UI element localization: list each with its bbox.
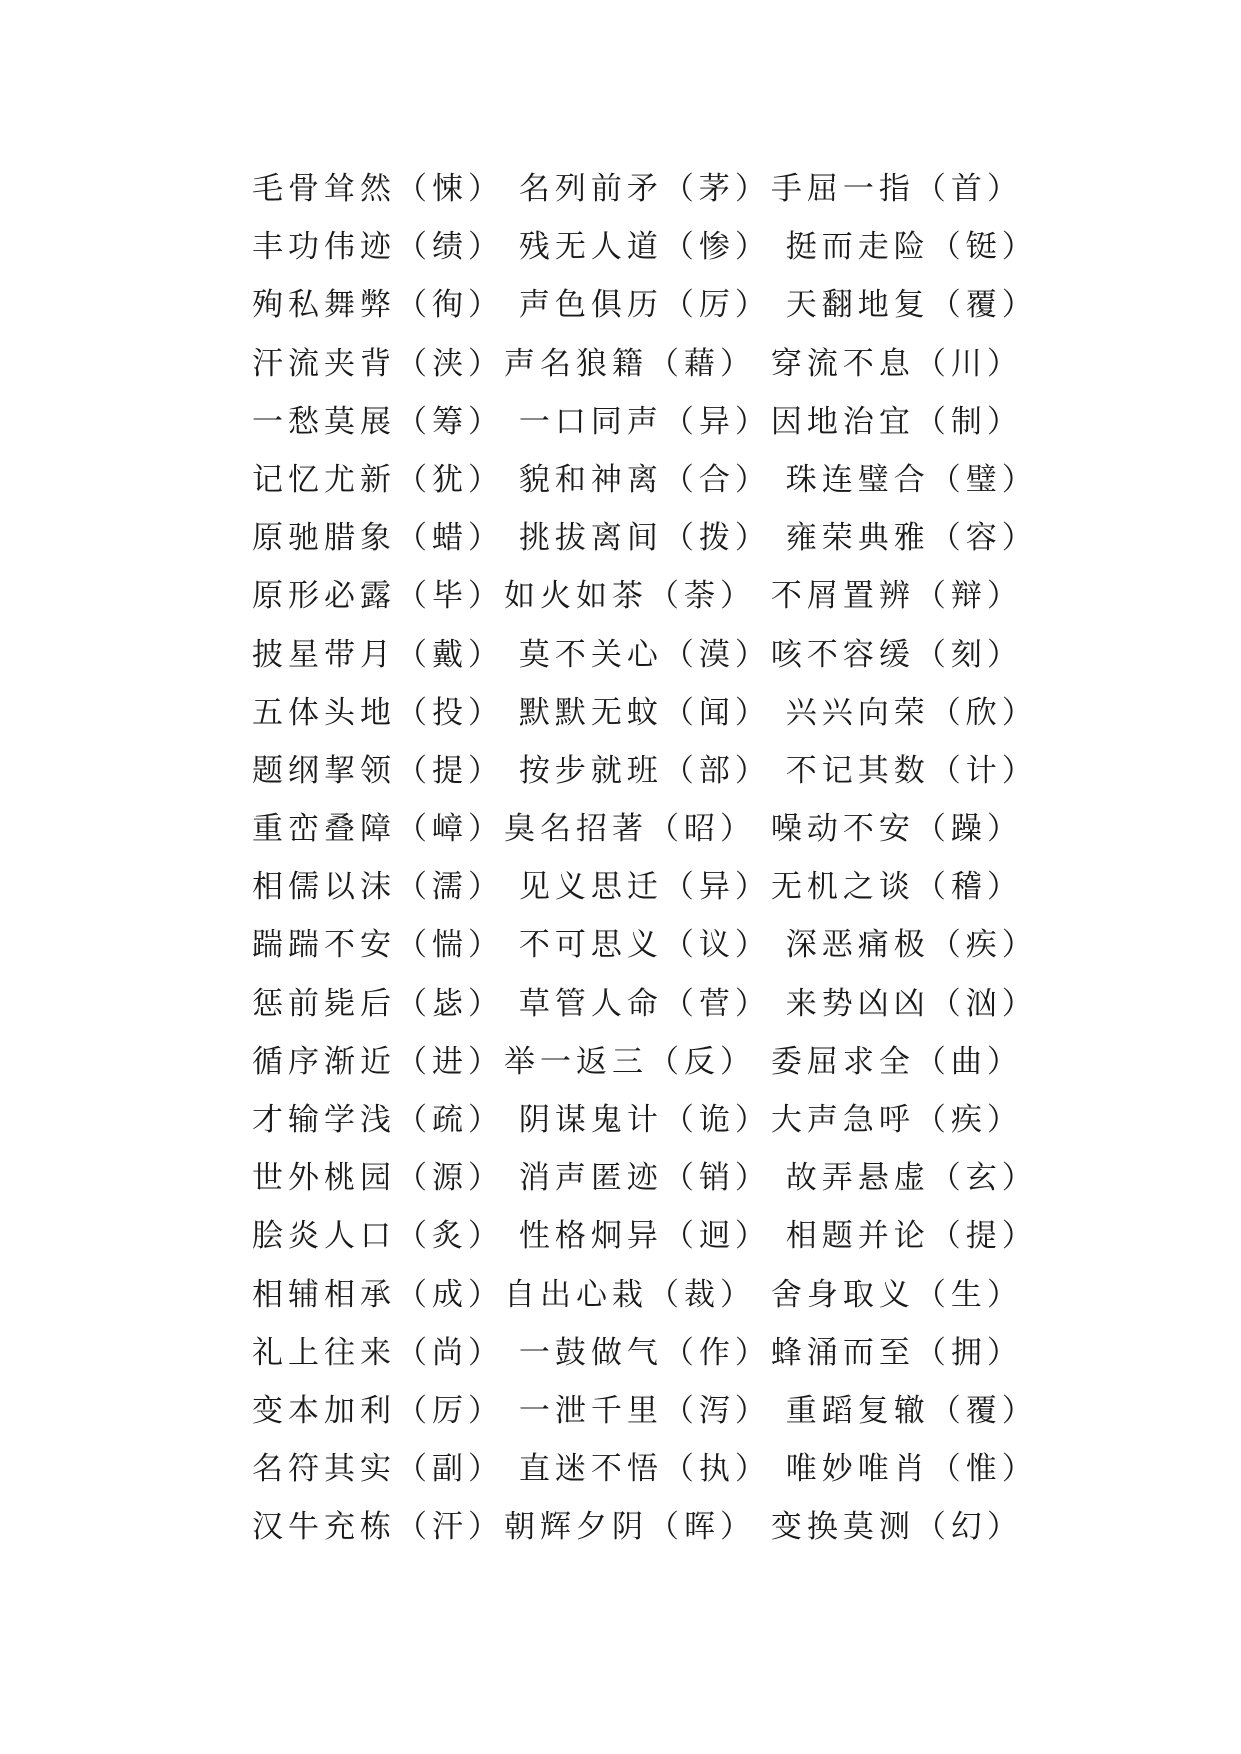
text-line: 踹踹不安（惴） 不可思义（议） 深恶痛极（疾） [252,927,1038,964]
text-line: 名符其实（副） 直迷不悟（执） 唯妙唯肖（惟） [252,1451,1038,1488]
text-line: 相儒以沫（濡） 见义思迁（异）无机之谈（稽） [252,869,1023,906]
text-line: 相辅相承（成）自出心栽（裁） 舍身取义（生） [252,1276,1023,1313]
text-line: 循序渐近（进）举一返三（反） 委屈求全（曲） [252,1043,1023,1080]
text-line: 惩前毙后（毖） 草管人命（菅） 来势凶凶（汹） [252,985,1038,1022]
text-line: 汉牛充栋（汗）朝辉夕阴（晖） 变换莫测（幻） [252,1509,1023,1546]
text-line: 五体头地（投） 默默无蚊（闻） 兴兴向荣（欣） [252,694,1038,731]
text-line: 原驰腊象（蜡） 挑拔离间（拨） 雍荣典雅（容） [252,520,1038,557]
text-line: 汗流夹背（浃）声名狼籍（藉） 穿流不息（川） [252,345,1023,382]
text-line: 礼上往来（尚） 一鼓做气（作）蜂涌而至（拥） [252,1334,1023,1371]
text-line: 脍炎人口（炙） 性格炯异（迥） 相题并论（提） [252,1218,1038,1255]
text-line: 毛骨耸然（悚） 名列前矛（茅）手屈一指（首） [252,171,1023,207]
text-line: 丰功伟迹（绩） 残无人道（惨） 挺而走险（铤） [252,229,1038,266]
text-line: 记忆尤新（犹） 貌和神离（合） 珠连璧合（璧） [252,461,1038,498]
text-line: 变本加利（厉） 一泄千里（泻） 重蹈复辙（覆） [252,1392,1038,1429]
text-line: 重峦叠障（嶂）臭名招著（昭） 噪动不安（躁） [252,811,1023,848]
text-line: 世外桃园（源） 消声匿迹（销） 故弄悬虚（玄） [252,1160,1038,1197]
text-line: 题纲挈领（提） 按步就班（部） 不记其数（计） [252,752,1038,789]
text-line: 一愁莫展（筹） 一口同声（异）因地治宜（制） [252,403,1023,440]
text-line: 殉私舞弊（徇） 声色俱历（厉） 天翻地复（覆） [252,287,1038,324]
text-line: 披星带月（戴） 莫不关心（漠）咳不容缓（刻） [252,636,1023,673]
idiom-correction-list [252,160,1038,1557]
text-line: 原形必露（毕）如火如茶（荼） 不屑置辨（辩） [252,578,1023,615]
text-line: 才输学浅（疏） 阴谋鬼计（诡）大声急呼（疾） [252,1102,1023,1138]
